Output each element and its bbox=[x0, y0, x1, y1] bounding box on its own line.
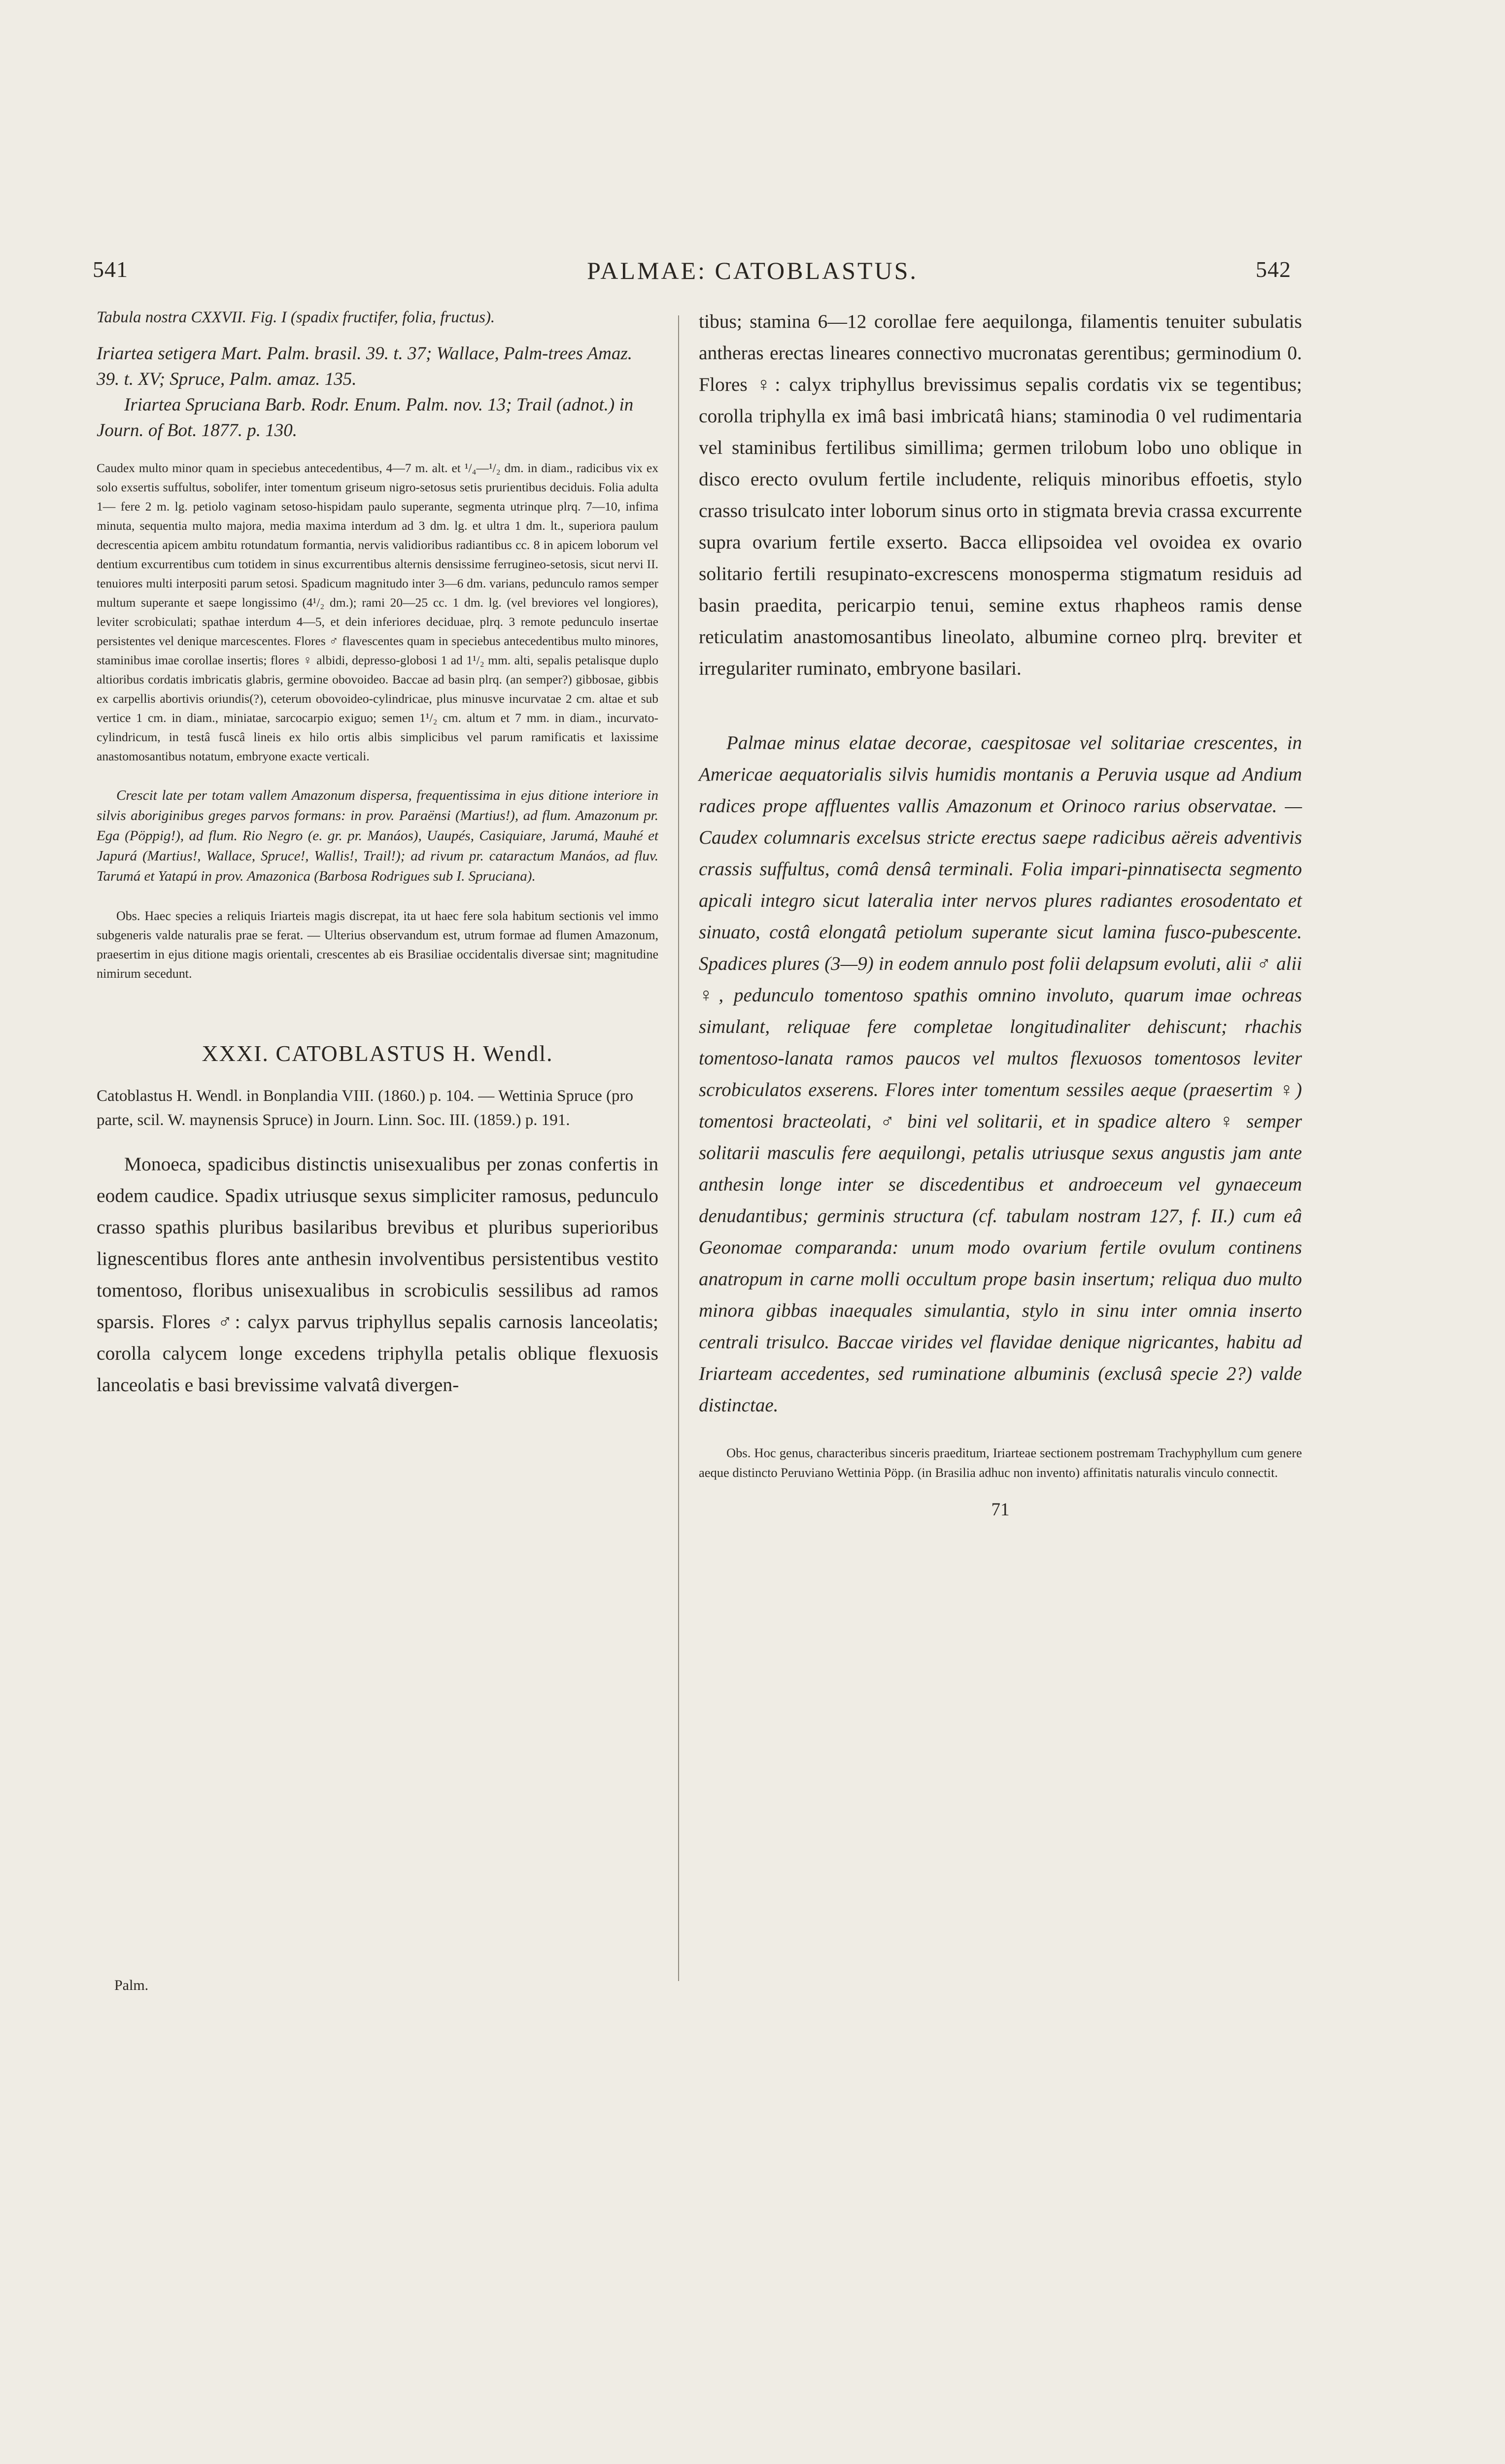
left-column bbox=[97, 306, 658, 1401]
genus-description-continued: tibus; stamina 6—12 corollae fere aequilonga, filamentis tenuiter subulatis antheras erectas lineares connectivo mucronatas gerentibus; germinodium 0. Flores ♀: calyx triphyllus brevissimus sepalis cordatis vix se tegentibus; corolla triphylla ex imâ basi imbricatâ hians; staminodia 0 vel rudimentaria vel staminibus fertilibus simillima; germen trilobum lobo uno oblique in disco erecto ovulum fertile includente, reliquis minoribus effoetis, stylo crasso trisulcato inter loborum sinus orto in stigmata brevia crassa excurrente supra ovarium fertile exserto. Bacca ellipsoidea vel ovoidea ex ovario solitario fertili resupinato-excrescens monosperma stigmatum residuis ad basin praedita, pericarpio tenui, semine extus rhapheos ramis dense reticulatim anastomosantibus lineolato, albumine corneo plrq. breviter et irregulariter ruminato, embryone basilari. bbox=[699, 310, 1302, 679]
running-title: PALMAE: CATOBLASTUS. bbox=[587, 257, 918, 284]
reference-entry: Iriartea setigera Mart. Palm. brasil. 39. t. 37; Wallace, Palm-trees Amaz. 39. t. XV; Spruce, Palm. amaz. 135. bbox=[97, 343, 632, 389]
sheet-number: 71 bbox=[991, 1500, 1010, 1520]
species-description: Caudex multo minor quam in speciebus antecedentibus, 4—7 m. alt. et ¹/₄—¹/₂ dm. in diam., radicibus vix ex solo exsertis suffultus, sobolifer, inter tomentum griseum nigro-setosus setis prurientibus deciduis. Folia adulta 1— fere 2 m. lg. petiolo vaginam setoso-hispidam paulo superante, segmenta utrinque plrq. 7—10, infima minuta, sequentia multo majora, media maxima interdum ad 3 dm. lg. et ultra 1 dm. lt., superiora paulum decrescentia apicem ambitu rotundatum formantia, nervis validioribus radiantibus cc. 8 in apicem loborum vel dentium excurrentibus cum totidem in sinus excurrentibus alternis densissime ferrugineo-setosis, sicut nervi II. tenuiores multi interpositi parum setosi. Spadicum magnitudo inter 3—6 dm. varians, pedunculo ramos semper multum superante et saepe longissimo (4¹/₂ dm.); rami 20—25 cc. 1 dm. lg. (vel breviores vel longiores), leviter scrobiculati; spathae interdum 4—5, et dein inferiores deciduae, plrq. 3 remote pedunculo insertae persistentes vel denique marcescentes. Flores ♂ flavescentes quam in speciebus antecedentibus multo minores, staminibus imae corollae insertis; flores ♀ albidi, depresso-globosi 1 ad 1¹/₂ mm. alti, sepalis petalisque duplo altioribus cordatis imbricatis glabris, germine obovoideo. Baccae ad basin plrq. (an semper?) gibbosae, gibbis ex carpellis abortivis oriundis(?), ceterum obovoideo-cylindricae, plus minusve incurvatae 2 cm. altae et sub vertice 1 cm. in diam., miniatae, sarcocarpio exiguo; semen 1¹/₂ cm. altum et 7 mm. in diam., incurvato-cylindricum, in testâ fuscâ lineis ex hilo ortis albis simplicibus vel parum ramificatis et laxissime anastomosantibus notatum, embryone exacte verticali. bbox=[97, 461, 658, 763]
left-page-number: 541 bbox=[93, 257, 128, 282]
observation-note: Obs. Haec species a reliquis Iriarteis magis discrepat, ita ut haec fere sola habitum sectionis vel immo subgeneris valde naturalis prae se ferat. — Ulterius observandum est, utrum formae ad flumen Amazonum, praesertim in ejus ditione magis orientali, crescentes ab eis Brasiliae occidentalis diversae sint; magnitudine nimirum secedunt. bbox=[97, 909, 658, 981]
genus-synonymy: Catoblastus H. Wendl. in Bonplandia VIII. (1860.) p. 104. — Wettinia Spruce (pro parte, scil. W. maynensis Spruce) in Journ. Linn. Soc. III. (1859.) p. 191. bbox=[97, 1087, 634, 1129]
genus-habit-paragraph: Palmae minus elatae decorae, caespitosae vel solitariae crescentes, in Americae aequatorialis silvis humidis montanis a Peruvia usque ad Andium radices prope affluentes vallis Amazonum et Orinoco rarius observatae. — Caudex columnaris excelsus stricte erectus saepe radicibus aëreis adventivis crassis suffultus, comâ densâ terminali. Folia impari-pinnatisecta segmento apicali integro sicut lateralia inter nervos plures radiantes erosodentato et sinuato, costâ elongatâ petiolum superante sicut lamina fusco-pubescente. Spadices plures (3—9) in eodem annulo post folii delapsum evoluti, alii ♂ alii ♀, pedunculo tomentoso spathis omnino involuto, quarum imae ochreas simulant, reliquae fere completae longitudinaliter dehiscunt; rhachis tomentoso-lanata ramos paucos vel multos flexuosos tomentosos leviter scrobiculatos exserens. Flores inter tomentum sessiles aeque (praesertim ♀) tomentosi bracteolati, ♂ bini vel solitarii, et in spadice altero ♀ semper solitarii masculis fere aequilongi, petalis utriusque sexus angustis jam ante anthesin longe inter se discedentibus et androeceum vel gynaeceum denudantibus; germinis structura (cf. tabulam nostram 127, f. II.) cum eâ Geonomae comparanda: unum modo ovarium fertile ovulum continens anatropum in carne molli occultum prope basin insertum; reliqua duo multo minora gibbas inaequales simulantia, stylo in sinu inter omnia inserto centrali trisulco. Baccae virides vel flavidae denique nigricantes, habitu ad Iriarteam accedentes, sed ruminatione albuminis (exclusâ specie 2?) valde distinctae. bbox=[699, 732, 1302, 1416]
genus-description: Monoeca, spadicibus distinctis unisexualibus per zonas confertis in eodem caudice. Spadix utriusque sexus simpliciter ramosus, pedunculo crasso spathis pluribus basilaribus brevibus et pluribus superioribus lignescentibus flores ante anthesin involventibus persistentibus vestito tomentoso, floribus unisexualibus in scrobiculis sessilibus ad ramos sparsis. Flores ♂: calyx parvus triphyllus sepalis carnosis lanceolatis; corolla calycem longe excedens triphylla petalis oblique flexuosis lanceolatis e basi brevissime valvatâ divergen- bbox=[97, 1153, 658, 1396]
right-column bbox=[699, 306, 1302, 1520]
reference-entry: Iriartea Spruciana Barb. Rodr. Enum. Palm. nov. 13; Trail (adnot.) in Journ. of Bot. 1877. p. 130. bbox=[97, 395, 634, 441]
genus-heading: XXXI. CATOBLASTUS H. Wendl. bbox=[202, 1041, 553, 1066]
plate-caption: Tabula nostra CXXVII. Fig. I (spadix fructifer, folia, fructus). bbox=[97, 308, 495, 326]
right-page-number: 542 bbox=[1256, 257, 1291, 282]
distribution-paragraph: Crescit late per totam vallem Amazonum dispersa, frequentissima in ejus ditione interiore in silvis aboriginibus greges parvos formans: in prov. Paraënsi (Martius!), ad flum. Amazonum pr. Ega (Pöppig!), ad flum. Rio Negro (e. gr. pr. Manáos), Uaupés, Casiquiare, Jarumá, Mauhé et Japurá (Martius!, Wallace, Spruce!, Wallis!, Trail!); ad rivum pr. cataractum Manáos, ad fluv. Tarumá et Yatapú in prov. Amazonica (Barbosa Rodrigues sub I. Spruciana). bbox=[97, 787, 658, 884]
column-divider bbox=[678, 315, 679, 1981]
signature-mark: Palm. bbox=[114, 1977, 149, 1993]
synonymy-references bbox=[97, 341, 658, 444]
genus-observation-note: Obs. Hoc genus, characteribus sinceris praeditum, Iriarteae sectionem postremam Trachyphyllum cum genere aeque distincto Peruviano Wettinia Pöpp. (in Brasilia adhuc non invento) affinitatis naturalis vinculo connectit. bbox=[699, 1445, 1302, 1480]
